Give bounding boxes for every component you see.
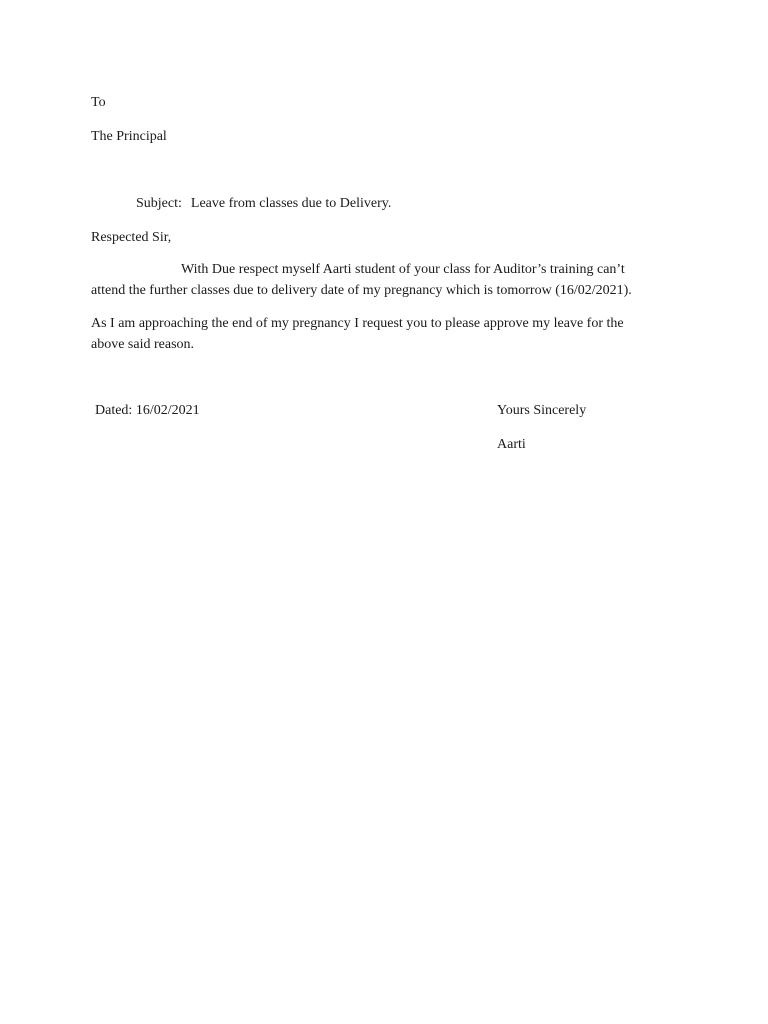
body-paragraph-1 [91,259,681,301]
body-paragraph-2-line-2: above said reason. [91,337,195,352]
salutation: Respected Sir, [91,230,172,245]
body-paragraph-2 [91,313,681,355]
signature-name: Aarti [497,437,526,452]
address-to: To [91,95,106,110]
body-paragraph-1-line-2: attend the further classes due to delivery date of my pregnancy which is tomorrow (16/02/2021). [91,283,632,298]
subject-text: Leave from classes due to Delivery. [190,196,392,211]
body-paragraph-2-line-1: As I am approaching the end of my pregnancy I request you to please approve my leave for the [91,316,624,331]
subject-label: Subject: [136,196,182,211]
date-line: Dated: 16/02/2021 [95,403,200,418]
closing: Yours Sincerely [497,403,587,418]
body-paragraph-1-line-1: With Due respect myself Aarti student of your class for Auditor’s training can’t [181,262,625,277]
recipient: The Principal [91,129,167,144]
subject-line [136,193,391,214]
